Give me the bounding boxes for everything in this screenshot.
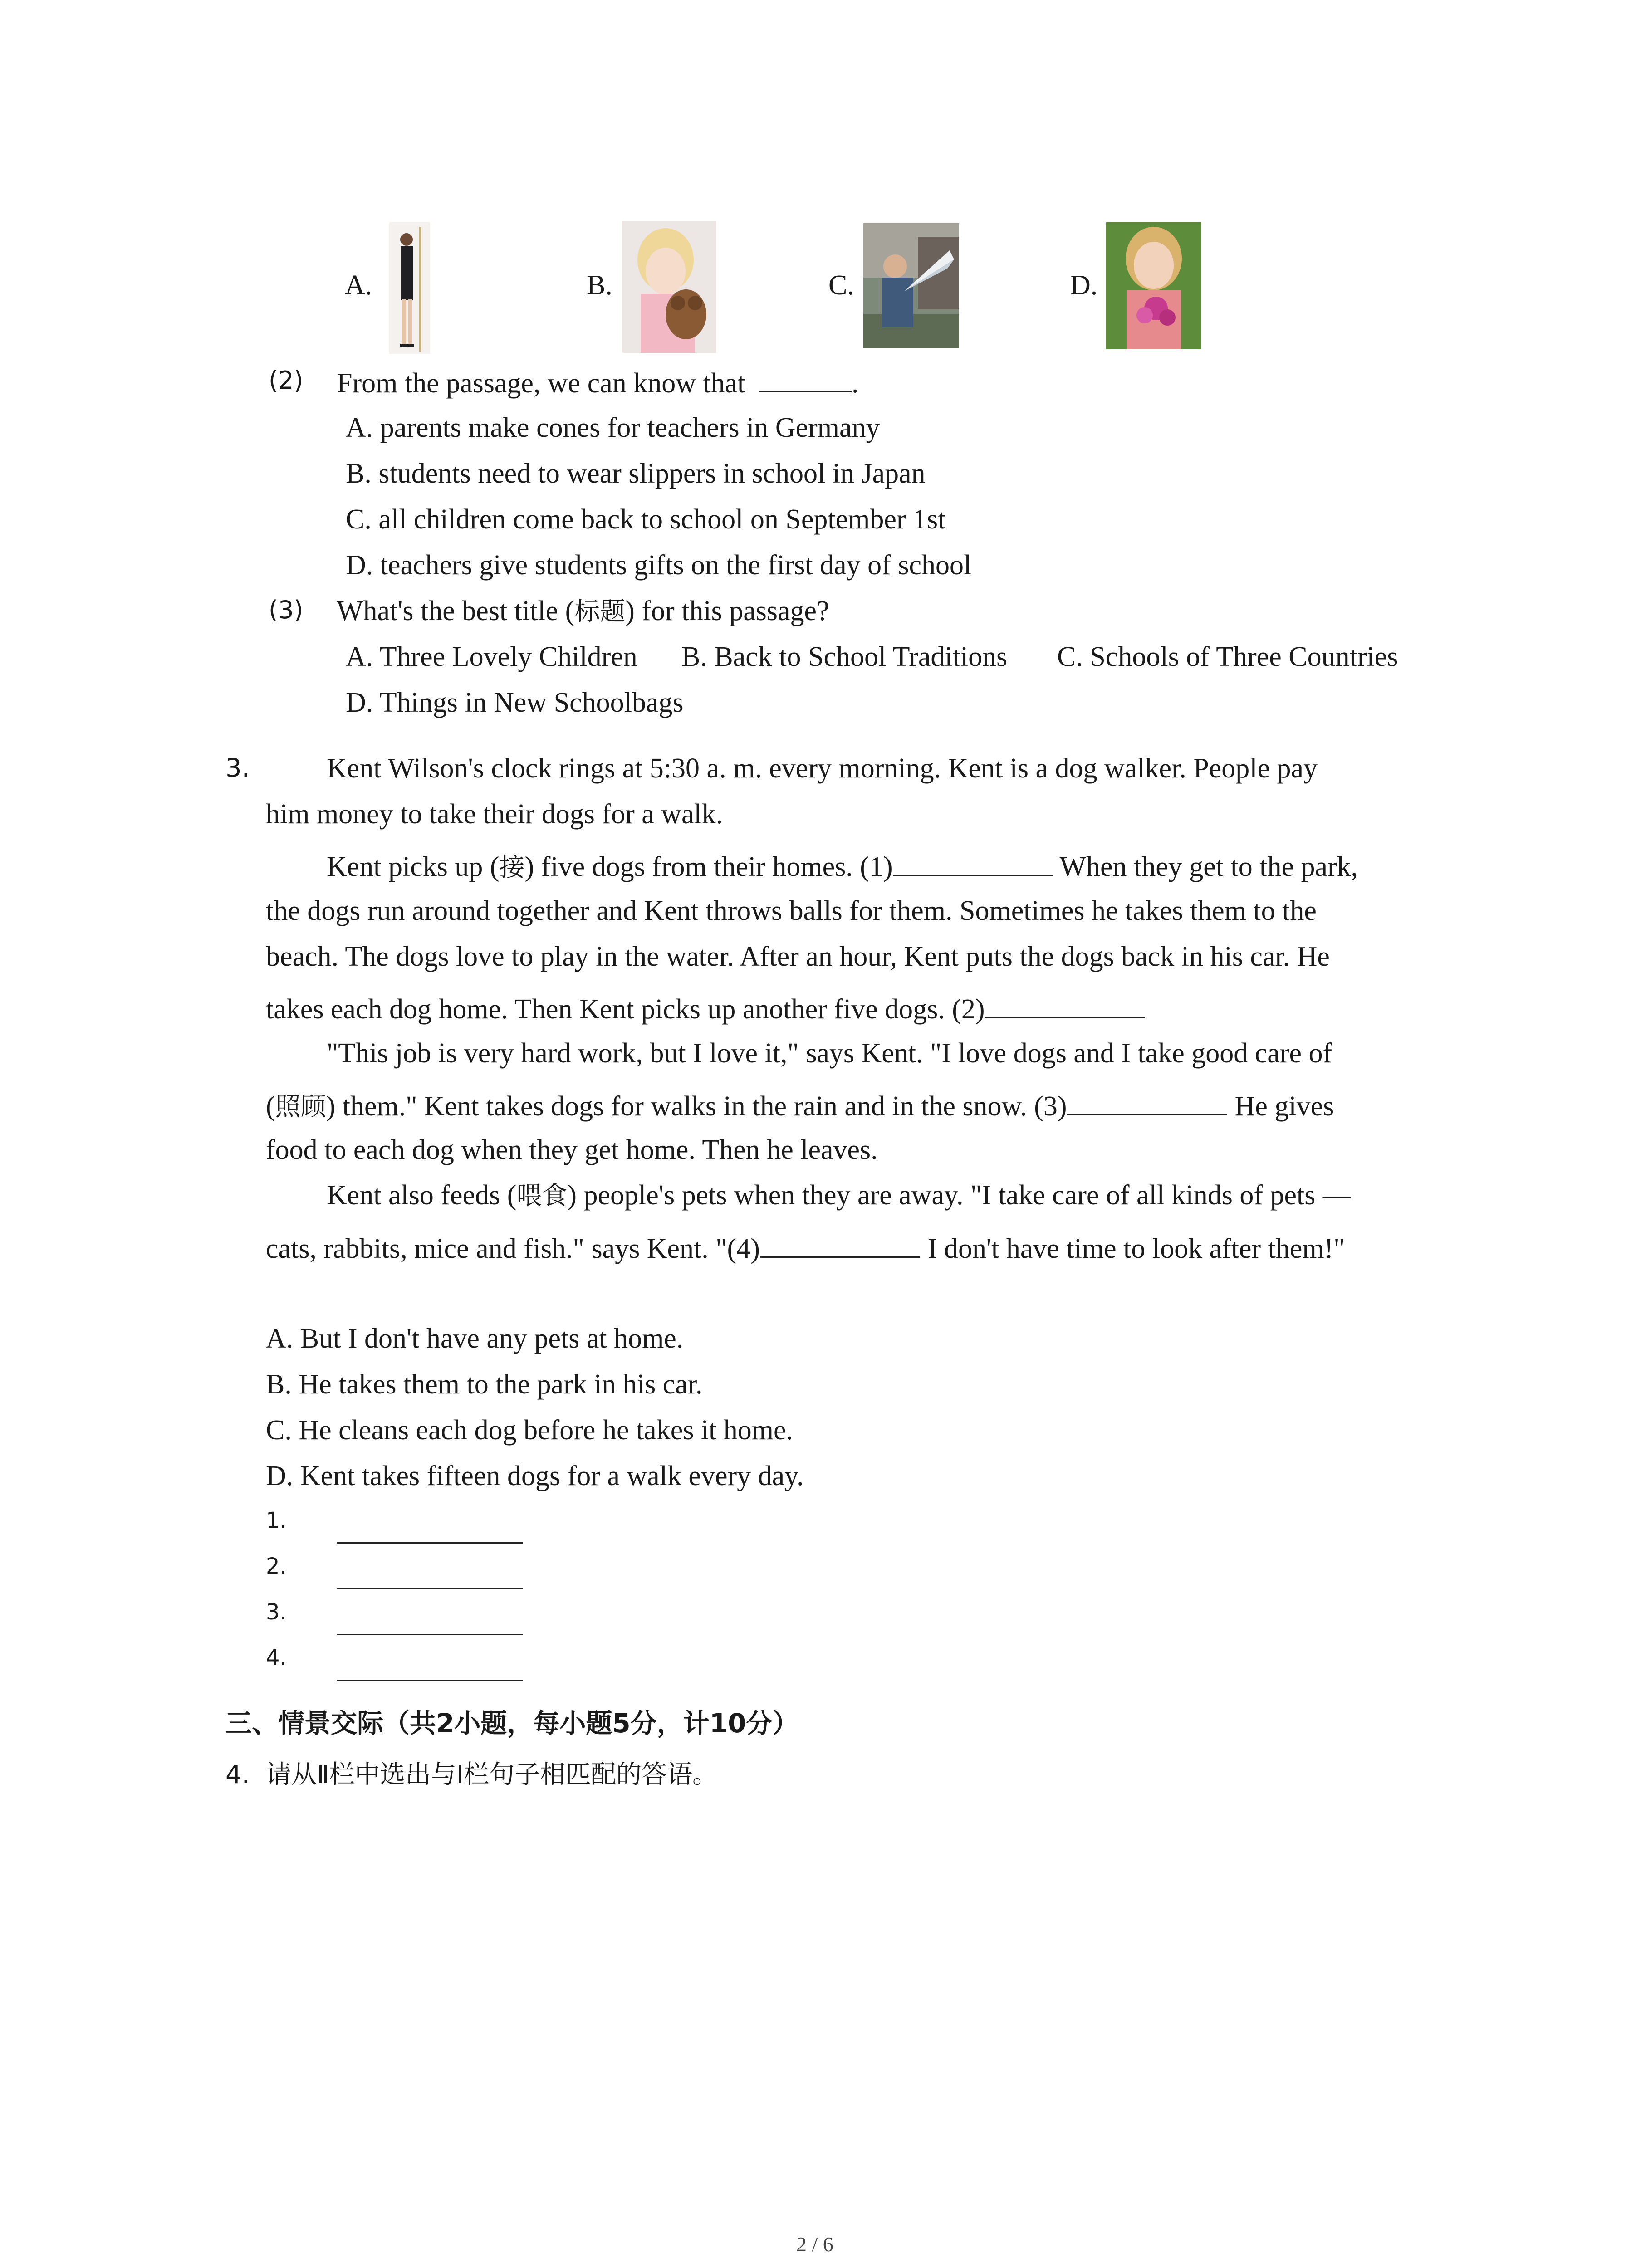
option-b: B. Back to School Traditions bbox=[681, 641, 1008, 672]
question-number: 4. bbox=[225, 1760, 250, 1789]
passage-text: Kent picks up ( bbox=[327, 851, 500, 882]
question-number: (2) bbox=[269, 366, 304, 395]
answer-blank-3[interactable] bbox=[1067, 1090, 1227, 1115]
answer-number: 3. bbox=[266, 1599, 287, 1625]
image-option-label-a: A. bbox=[345, 270, 372, 301]
question-number: (3) bbox=[269, 596, 304, 624]
question-number: 3. bbox=[225, 753, 250, 783]
passage-line: him money to take their dogs for a walk. bbox=[266, 799, 723, 830]
passage-text: I don't have time to look after them!" bbox=[927, 1233, 1345, 1264]
passage-gloss: 照顾 bbox=[275, 1092, 326, 1122]
passage-gloss: 喂食 bbox=[516, 1181, 568, 1211]
answer-line-1[interactable] bbox=[337, 1542, 523, 1544]
photo-boy-with-cone bbox=[863, 223, 959, 348]
answer-line-2[interactable] bbox=[337, 1588, 523, 1589]
option-a: A. Three Lovely Children bbox=[346, 641, 637, 672]
answer-blank[interactable] bbox=[759, 367, 852, 392]
stem-text: From the passage, we can know that bbox=[337, 368, 745, 399]
answer-number: 1. bbox=[266, 1508, 287, 1533]
option-d: D. Things in New Schoolbags bbox=[346, 687, 684, 718]
stem-gloss: 标题 bbox=[574, 597, 626, 626]
answer-blank-1[interactable] bbox=[893, 851, 1053, 876]
option-d: D. teachers give students gifts on the first day of school bbox=[346, 550, 972, 581]
section-heading: 三、情景交际（共2小题，每小题5分，计10分） bbox=[225, 1708, 799, 1739]
passage-text: ( bbox=[266, 1091, 275, 1122]
passage-text: Kent also feeds ( bbox=[327, 1180, 517, 1211]
passage-line bbox=[266, 993, 1145, 1023]
page-number: 2 / 6 bbox=[796, 2233, 833, 2256]
option-c: C. Schools of Three Countries bbox=[1057, 641, 1398, 672]
answer-blank-4[interactable] bbox=[760, 1233, 920, 1258]
answer-blank-2[interactable] bbox=[985, 993, 1145, 1018]
answer-line-4[interactable] bbox=[337, 1680, 523, 1681]
passage-text: cats, rabbits, mice and fish." says Kent. "(4) bbox=[266, 1233, 760, 1264]
photo-standing-woman bbox=[389, 222, 430, 354]
option-a: A. But I don't have any pets at home. bbox=[266, 1323, 684, 1354]
question-instruction: 请从Ⅱ栏中选出与Ⅰ栏句子相匹配的答语。 bbox=[266, 1760, 718, 1789]
passage-text: takes each dog home. Then Kent picks up another five dogs. (2) bbox=[266, 994, 985, 1025]
stem-text: What's the best title ( bbox=[337, 596, 575, 626]
image-option-label-b: B. bbox=[587, 270, 612, 301]
image-option-label-c: C. bbox=[828, 270, 854, 301]
answer-line-3[interactable] bbox=[337, 1634, 523, 1635]
option-d: D. Kent takes fifteen dogs for a walk every day. bbox=[266, 1461, 804, 1491]
passage-text: He gives bbox=[1234, 1091, 1334, 1122]
passage-line bbox=[327, 1181, 1351, 1209]
passage-text: ) people's pets when they are away. "I take care of all kinds of pets — bbox=[567, 1180, 1351, 1211]
passage-line bbox=[266, 1233, 1345, 1263]
passage-text: ) them." Kent takes dogs for walks in the rain and in the snow. (3) bbox=[326, 1091, 1067, 1122]
option-b: B. He takes them to the park in his car. bbox=[266, 1369, 703, 1400]
passage-line bbox=[327, 851, 1358, 881]
passage-line: beach. The dogs love to play in the water. After an hour, Kent puts the dogs back in his car. He bbox=[266, 941, 1330, 972]
question-stem: From the passage, we can know that . bbox=[337, 368, 859, 399]
passage-line: "This job is very hard work, but I love it," says Kent. "I love dogs and I take good care of bbox=[327, 1038, 1332, 1069]
answer-number: 2. bbox=[266, 1554, 287, 1579]
option-a: A. parents make cones for teachers in Germany bbox=[346, 412, 880, 443]
photo-girl-with-teddy bbox=[622, 221, 716, 353]
answer-number: 4. bbox=[266, 1645, 287, 1671]
passage-text: ) five dogs from their homes. (1) bbox=[524, 851, 893, 882]
passage-gloss: 接 bbox=[499, 853, 525, 882]
passage-text: When they get to the park, bbox=[1059, 851, 1358, 882]
option-c: C. He cleans each dog before he takes it home. bbox=[266, 1415, 794, 1446]
option-b: B. students need to wear slippers in school in Japan bbox=[346, 458, 926, 489]
passage-line bbox=[266, 1090, 1334, 1120]
passage-line: the dogs run around together and Kent throws balls for them. Sometimes he takes them to the bbox=[266, 895, 1317, 926]
passage-line: Kent Wilson's clock rings at 5:30 a. m. every morning. Kent is a dog walker. People pay bbox=[327, 753, 1318, 784]
photo-girl-with-flowers bbox=[1106, 222, 1201, 349]
image-option-label-d: D. bbox=[1070, 270, 1098, 301]
option-c: C. all children come back to school on September 1st bbox=[346, 504, 946, 535]
stem-text: ) for this passage? bbox=[625, 596, 829, 626]
question-stem bbox=[337, 597, 829, 625]
passage-line: food to each dog when they get home. Then he leaves. bbox=[266, 1134, 878, 1165]
